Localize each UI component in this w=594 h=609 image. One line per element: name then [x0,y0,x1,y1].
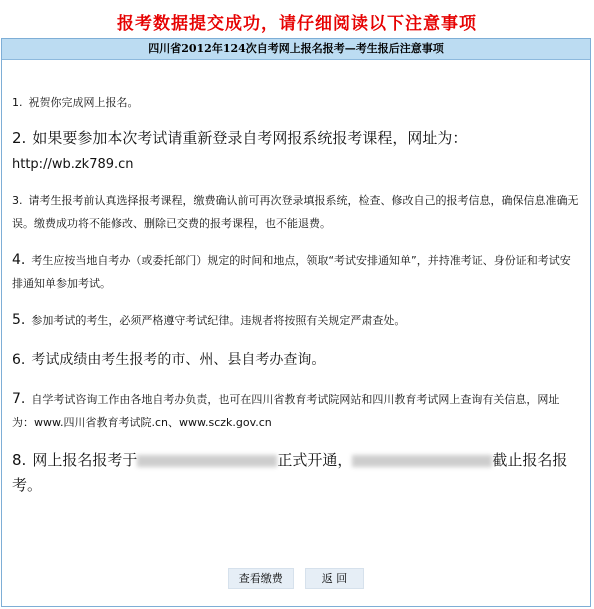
notice-text: 截止报名报考。 [12,451,568,494]
notice-text: 网上报名报考于 [32,451,138,469]
notice-list [12,91,580,498]
notice-number: 8. [12,451,27,469]
notice-text: 考生应按当地自考办（或委托部门）规定的时间和地点，领取“考试安排通知单”，并持准考证、身份证和考试安排通知单参加考试。 [12,254,571,290]
back-button[interactable]: 返 回 [305,568,365,589]
notice-number: 2. [12,129,27,147]
notice-text: 参加考试的考生，必须严格遵守考试纪律。违规者将按照有关规定严肃查处。 [31,314,406,327]
notice-item-8 [12,448,580,498]
notice-panel [1,38,591,607]
notice-item-1 [12,91,580,114]
check-fee-button[interactable]: 查看缴费 [228,568,294,589]
notice-number: 4. [12,252,26,268]
redacted-date-end [352,455,492,467]
notice-item-7 [12,388,580,434]
notice-number: 1. [12,96,23,109]
notice-text: 正式开通， [277,451,353,469]
notice-text: 自学考试咨询工作由各地自考办负责，也可在四川省教育考试院网站和四川教育考试网上查询有关信息，网址为：www.四川省教育考试院.cn、www.sczk.gov.cn [12,393,560,429]
page-headline: 报考数据提交成功，请仔细阅读以下注意事项 [117,14,477,34]
notice-text: 祝贺你完成网上报名。 [28,96,139,109]
notice-url: http://wb.zk789.cn [12,157,134,172]
notice-text: 请考生报考前认真选择报考课程，缴费确认前可再次登录填报系统，检查、修改自己的报考信息，确保信息准确无误。缴费成功将不能修改、删除已交费的报考课程，也不能退费。 [12,194,579,230]
notice-text: 如果要参加本次考试请重新登录自考网报系统报考课程，网址为： [32,129,468,147]
notice-item-4 [12,249,580,295]
notice-item-6 [12,348,580,372]
notice-number: 3. [12,194,23,207]
notice-number: 7. [12,391,26,407]
notice-item-3 [12,189,580,235]
notice-text: 考试成绩由考生报考的市、州、县自考办查询。 [31,352,326,368]
notice-item-2 [12,126,580,177]
notice-item-5 [12,309,580,332]
redacted-date-start [137,455,277,467]
button-row [2,568,590,589]
notice-number: 6. [12,352,26,368]
panel-title: 四川省2012年124次自考网上报名报考—考生报后注意事项 [2,39,590,60]
notice-number: 5. [12,312,26,328]
